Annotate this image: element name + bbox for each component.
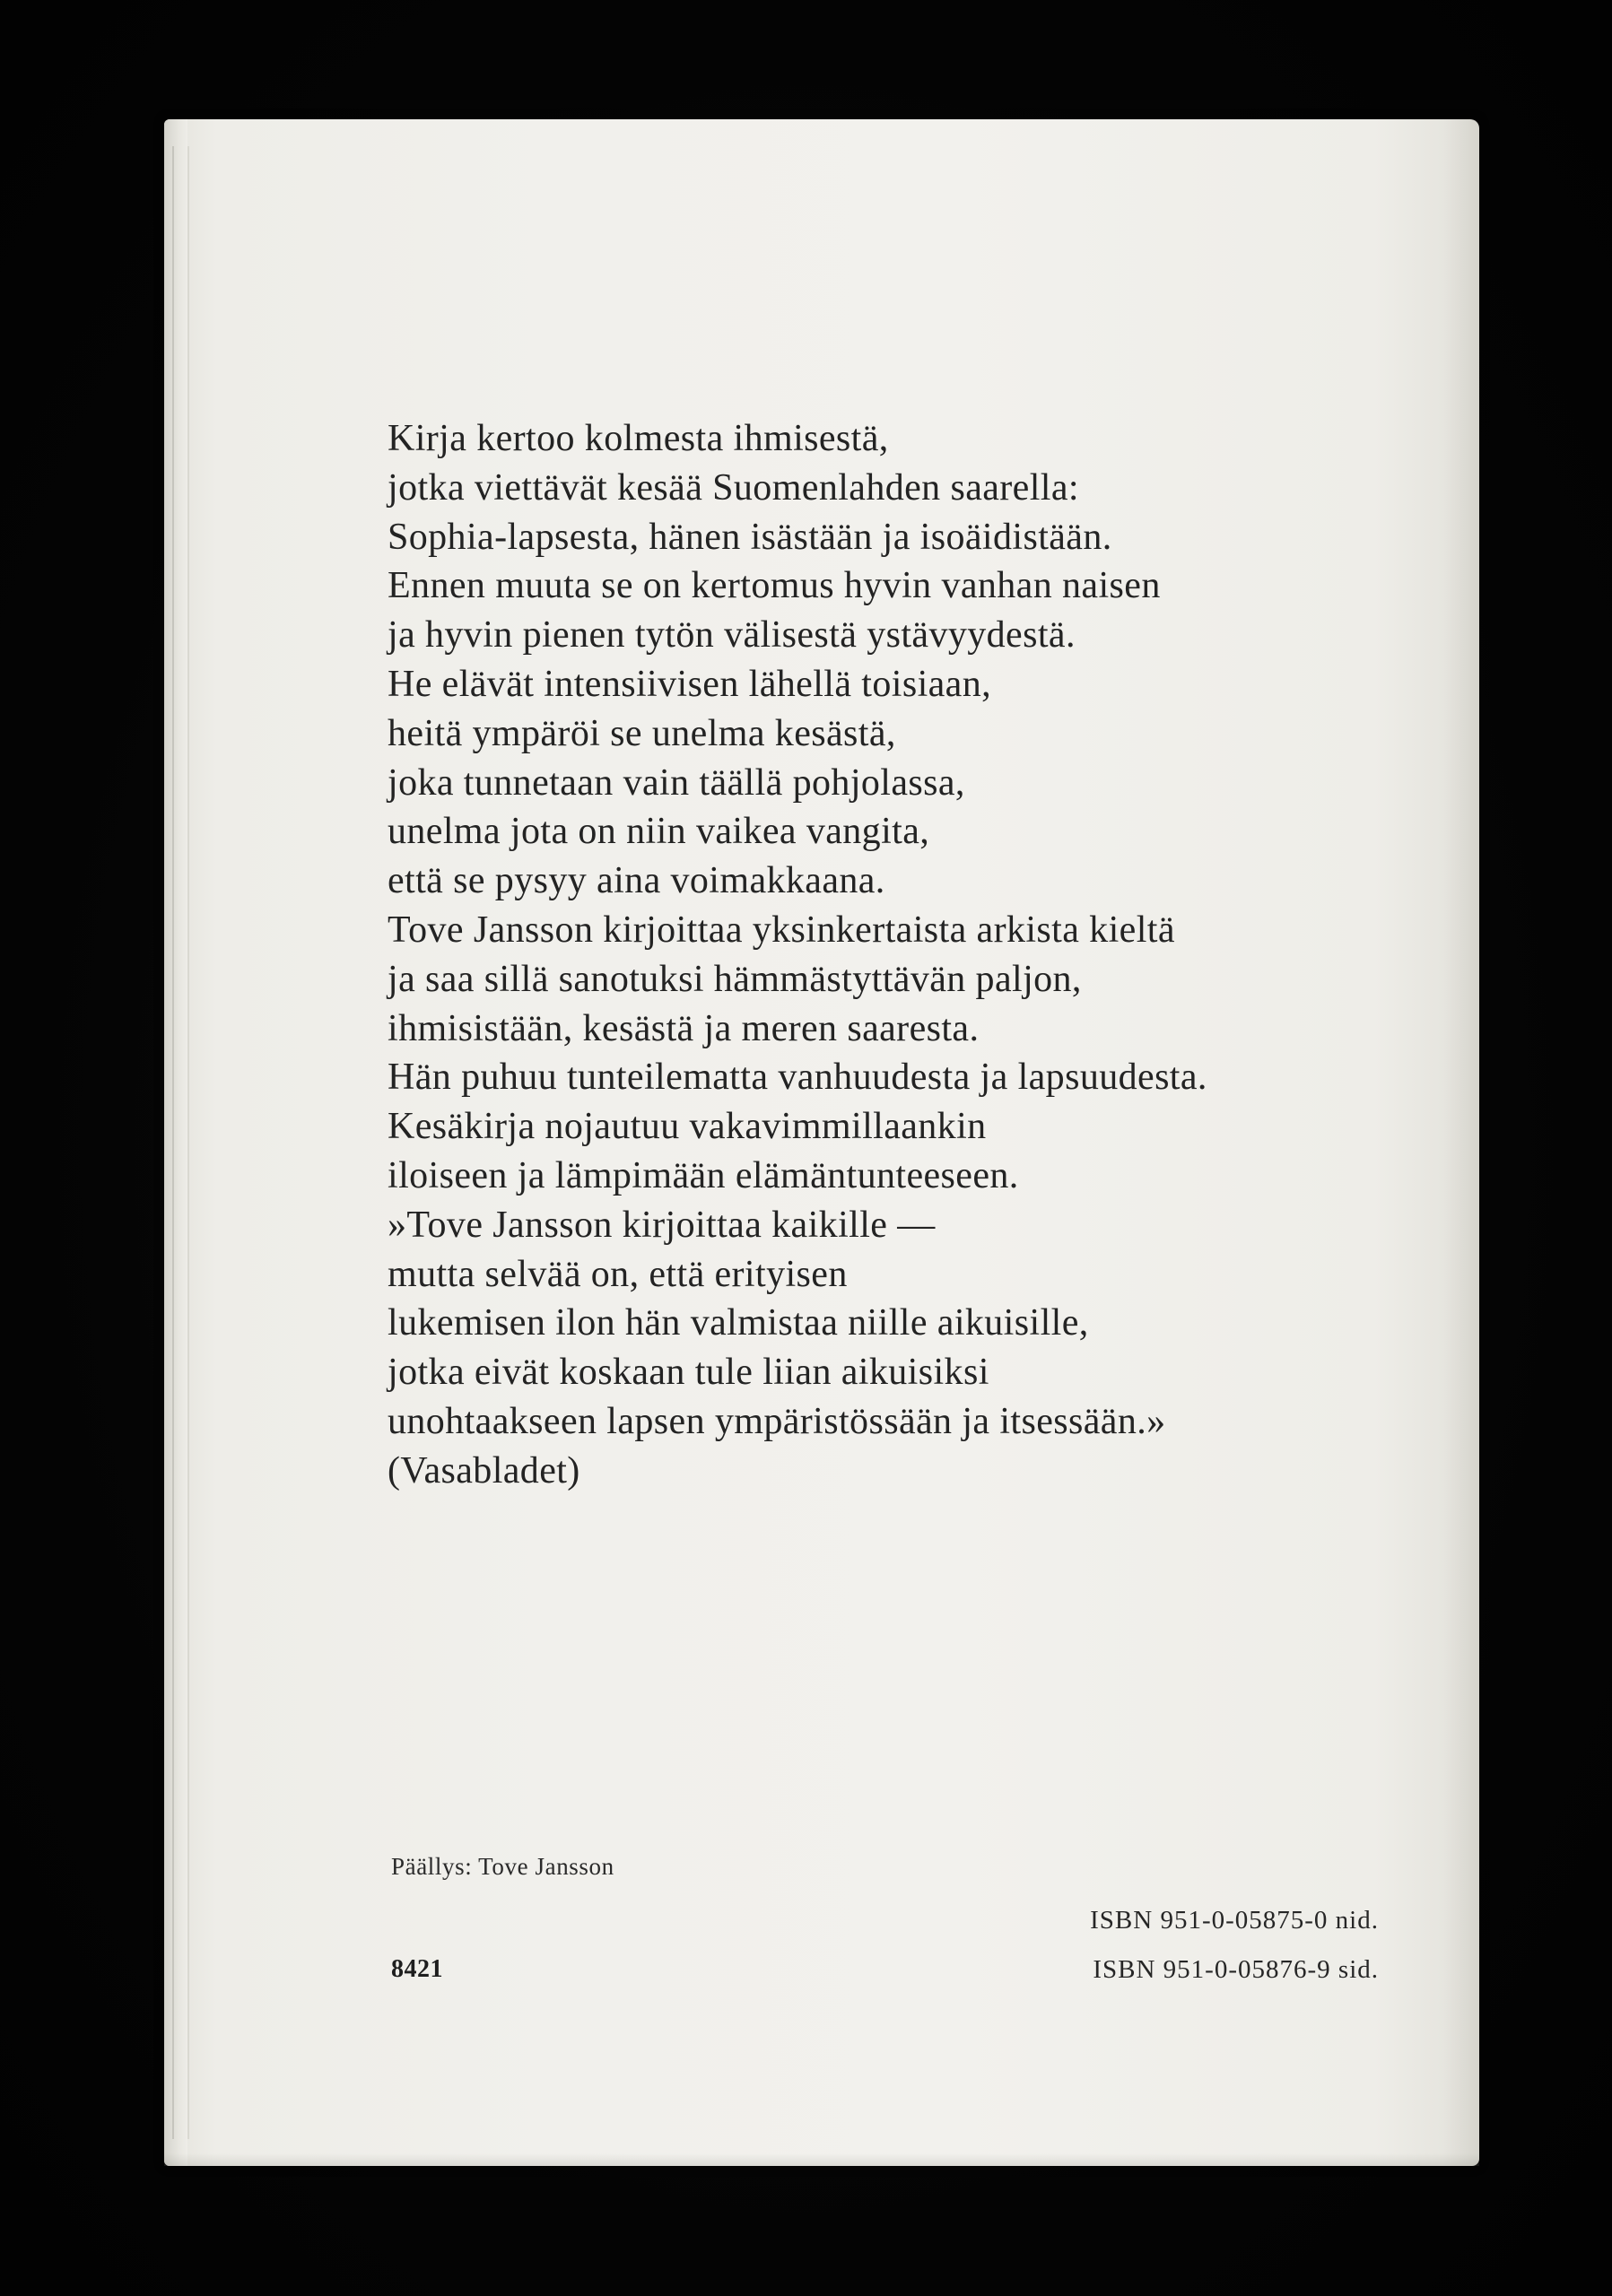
blurb-line: mutta selvää on, että erityisen xyxy=(388,1253,848,1295)
blurb-line: ihmisistään, kesästä ja meren saaresta. xyxy=(388,1007,980,1049)
spine-edge xyxy=(164,119,187,2166)
blurb-line: lukemisen ilon hän valmistaa niille aikuisille, xyxy=(388,1302,1089,1344)
cover-credit: Päällys: Tove Jansson xyxy=(391,1853,614,1880)
blurb-line: jotka viettävät kesää Suomenlahden saarella: xyxy=(388,466,1079,509)
cover-right-edge xyxy=(1443,119,1479,2166)
product-code: 8421 xyxy=(391,1955,443,1983)
blurb-line: ja saa sillä sanotuksi hämmästyttävän paljon, xyxy=(388,958,1082,1000)
blurb-line: ja hyvin pienen tytön välisestä ystävyydestä. xyxy=(388,614,1076,657)
blurb-line: Sophia-lapsesta, hänen isästään ja isoäidistään. xyxy=(388,516,1112,558)
blurb-line: Kirja kertoo kolmesta ihmisestä, xyxy=(388,418,889,459)
blurb-line: Kesäkirja nojautuu vakavimmillaankin xyxy=(388,1106,987,1148)
cover-bottom-edge xyxy=(164,2153,1479,2166)
isbn-paperback: ISBN 951-0-05875-0 nid. xyxy=(1090,1906,1379,1935)
blurb-line: unohtaakseen lapsen ympäristössään ja itsessään.» xyxy=(388,1400,1166,1442)
blurb-line: joka tunnetaan vain täällä pohjolassa, xyxy=(388,761,965,804)
blurb-line: »Tove Jansson kirjoittaa kaikille — xyxy=(388,1204,936,1246)
blurb-line: unelma jota on niin vaikea vangita, xyxy=(388,811,930,853)
blurb-line: jotka eivät koskaan tule liian aikuisiksi xyxy=(388,1352,989,1394)
blurb-line: että se pysyy aina voimakkaana. xyxy=(388,860,885,902)
blurb-line: heitä ympäröi se unelma kesästä, xyxy=(388,712,896,754)
blurb-text xyxy=(388,414,1329,1496)
blurb-line: Hän puhuu tunteilematta vanhuudesta ja lapsuudesta. xyxy=(388,1057,1207,1099)
spine-crease xyxy=(187,146,189,2139)
blurb-line: Ennen muuta se on kertomus hyvin vanhan naisen xyxy=(388,565,1161,607)
isbn-hardcover: ISBN 951-0-05876-9 sid. xyxy=(1093,1955,1379,1984)
blurb-source: (Vasabladet) xyxy=(388,1449,580,1492)
blurb-line: iloiseen ja lämpimään elämäntunteeseen. xyxy=(388,1154,1019,1196)
spine-crease xyxy=(172,146,174,2139)
blurb-line: Tove Jansson kirjoittaa yksinkertaista arkista kieltä xyxy=(388,909,1175,951)
blurb-line: He elävät intensiivisen lähellä toisiaan, xyxy=(388,663,992,705)
